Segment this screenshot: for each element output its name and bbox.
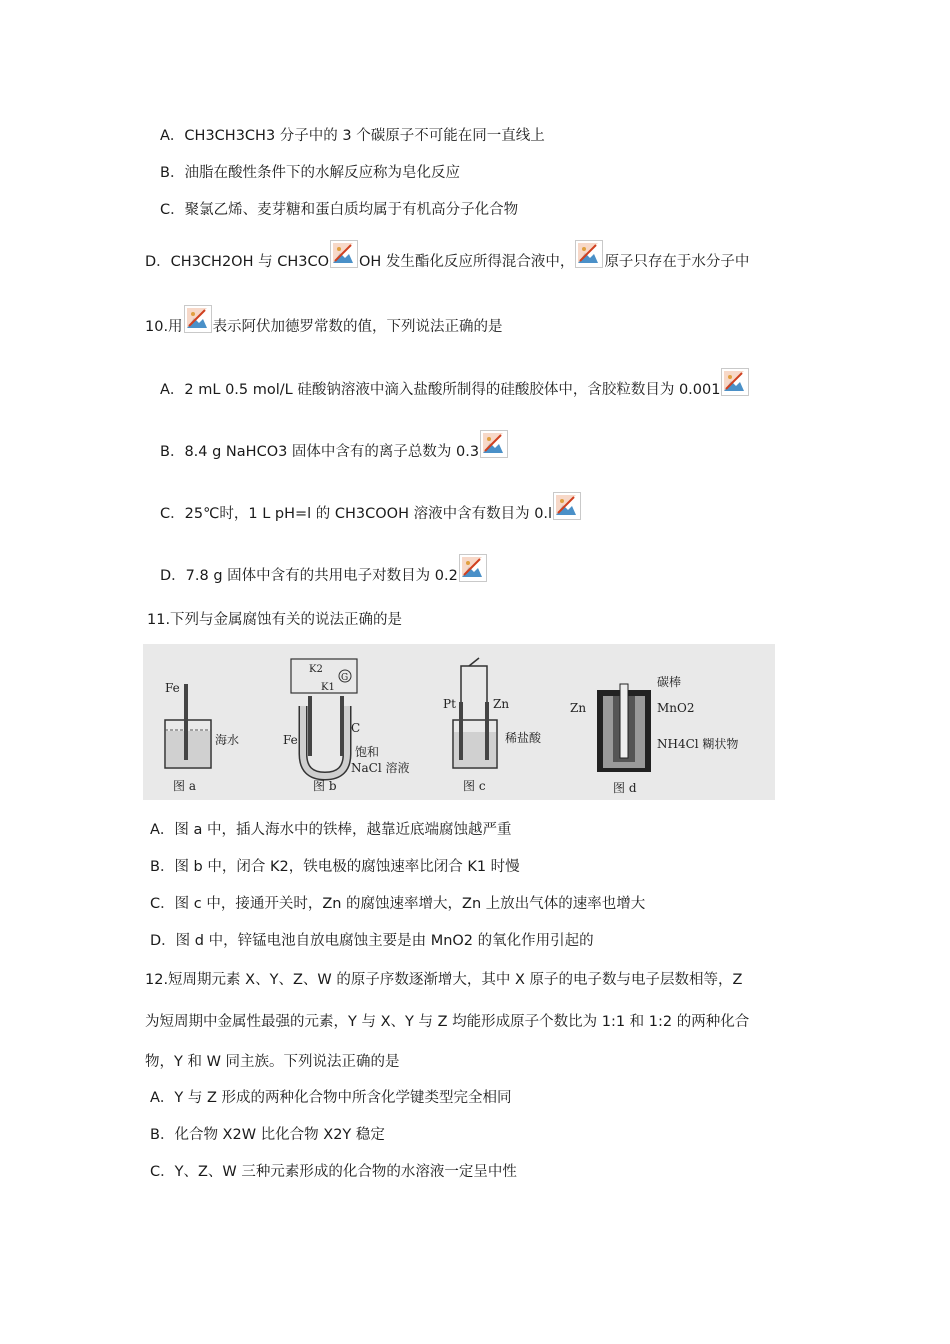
fig-b-g: G	[341, 673, 349, 683]
q10-option-b	[160, 430, 509, 462]
q9-option-b: B．油脂在酸性条件下的水解反应称为皂化反应	[160, 165, 460, 181]
q11-option-b: B．图 b 中，闭合 K2，铁电极的腐蚀速率比闭合 K1 时慢	[150, 859, 520, 875]
q10-option-a	[160, 368, 750, 400]
fig-b-c: C	[351, 721, 361, 735]
q10-a-text: A．2 mL 0.5 mol/L 硅酸钠溶液中滴入盐酸所制得的硅酸胶体中，含胶粒数目为 0.001	[160, 382, 721, 398]
q11-option-c: C．图 c 中，接通开关时，Zn 的腐蚀速率增大，Zn 上放出气体的速率也增大	[150, 896, 646, 912]
fig-b-k2: K2	[309, 664, 323, 675]
fig-c-zn: Zn	[493, 697, 510, 711]
q12-option-a: A．Y 与 Z 形成的两种化合物中所含化学键类型完全相同	[150, 1090, 512, 1106]
q12-stem-line-2: 为短周期中金属性最强的元素，Y 与 X、Y 与 Z 均能形成原子个数比为 1:1 和 1:2 的两种化合	[145, 1014, 750, 1030]
broken-image-icon	[480, 430, 508, 458]
q9-option-d	[145, 240, 749, 272]
q10-stem	[145, 305, 503, 337]
fig-d-caption: 图 d	[613, 781, 637, 795]
q11-option-a: A．图 a 中，插人海水中的铁棒，越靠近底端腐蚀越严重	[150, 822, 512, 838]
q9-option-c: C．聚氯乙烯、麦芽糖和蛋白质均属于有机高分子化合物	[160, 202, 519, 218]
q10-option-c	[160, 492, 582, 524]
figure-a	[165, 681, 239, 793]
figure-c	[443, 658, 542, 793]
figure-b	[283, 659, 410, 793]
broken-image-icon	[184, 305, 212, 333]
q12-stem-line-3: 物，Y 和 W 同主族。下列说法正确的是	[145, 1054, 400, 1070]
q12-option-c: C．Y、Z、W 三种元素形成的化合物的水溶液一定呈中性	[150, 1164, 517, 1180]
q12-option-b: B．化合物 X2W 比化合物 X2Y 稳定	[150, 1127, 385, 1143]
q10-option-d	[160, 554, 488, 586]
q10-b-text: B．8.4 g NaHCO3 固体中含有的离子总数为 0.3	[160, 444, 480, 460]
broken-image-icon	[330, 240, 358, 268]
q10-c-text: C．25℃时，1 L pH=l 的 CH3COOH 溶液中含有数目为 0.l	[160, 506, 553, 522]
fig-d-zn: Zn	[570, 701, 587, 715]
fig-b-sol2: NaCl 溶液	[351, 761, 410, 775]
fig-d-rod: 碳棒	[657, 675, 682, 689]
fig-a-fe: Fe	[165, 681, 180, 695]
corrosion-figure	[143, 644, 775, 800]
q10-stem-text-2: 表示阿伏加德罗常数的值，下列说法正确的是	[212, 319, 503, 335]
q9-d-text-3: 原子只存在于水分子中	[604, 254, 750, 270]
fig-b-sol1: 饱和	[355, 745, 380, 759]
q10-d-text: D．7.8 g 固体中含有的共用电子对数目为 0.2	[160, 568, 458, 584]
fig-c-pt: Pt	[443, 697, 456, 711]
broken-image-icon	[459, 554, 487, 582]
fig-b-fe: Fe	[283, 733, 298, 747]
q9-option-a: A．CH3CH3CH3 分子中的 3 个碳原子不可能在同一直线上	[160, 128, 545, 144]
broken-image-icon	[721, 368, 749, 396]
fig-c-caption: 图 c	[463, 779, 486, 793]
fig-d-paste: NH4Cl 糊状物	[657, 737, 739, 751]
q12-stem-line-1: 12.短周期元素 X、Y、Z、W 的原子序数逐渐增大，其中 X 原子的电子数与电子层数相等，Z	[145, 972, 743, 988]
fig-c-acid: 稀盐酸	[505, 731, 542, 745]
fig-b-caption: 图 b	[313, 779, 337, 793]
q11-option-d: D．图 d 中，锌锰电池自放电腐蚀主要是由 MnO2 的氧化作用引起的	[150, 933, 594, 949]
q9-d-text-1: D．CH3CH2OH 与 CH3CO	[145, 254, 329, 270]
broken-image-icon	[575, 240, 603, 268]
fig-a-caption: 图 a	[173, 779, 196, 793]
fig-a-water: 海水	[215, 733, 240, 747]
broken-image-icon	[553, 492, 581, 520]
fig-b-k1: K1	[321, 682, 335, 693]
q9-d-text-2: OH 发生酯化反应所得混合液中，	[359, 254, 575, 270]
fig-d-mno2: MnO2	[657, 701, 695, 715]
q11-stem: 11.下列与金属腐蚀有关的说法正确的是	[147, 612, 403, 628]
figure-d	[570, 674, 738, 795]
q10-stem-text-1: 10.用	[145, 319, 183, 335]
